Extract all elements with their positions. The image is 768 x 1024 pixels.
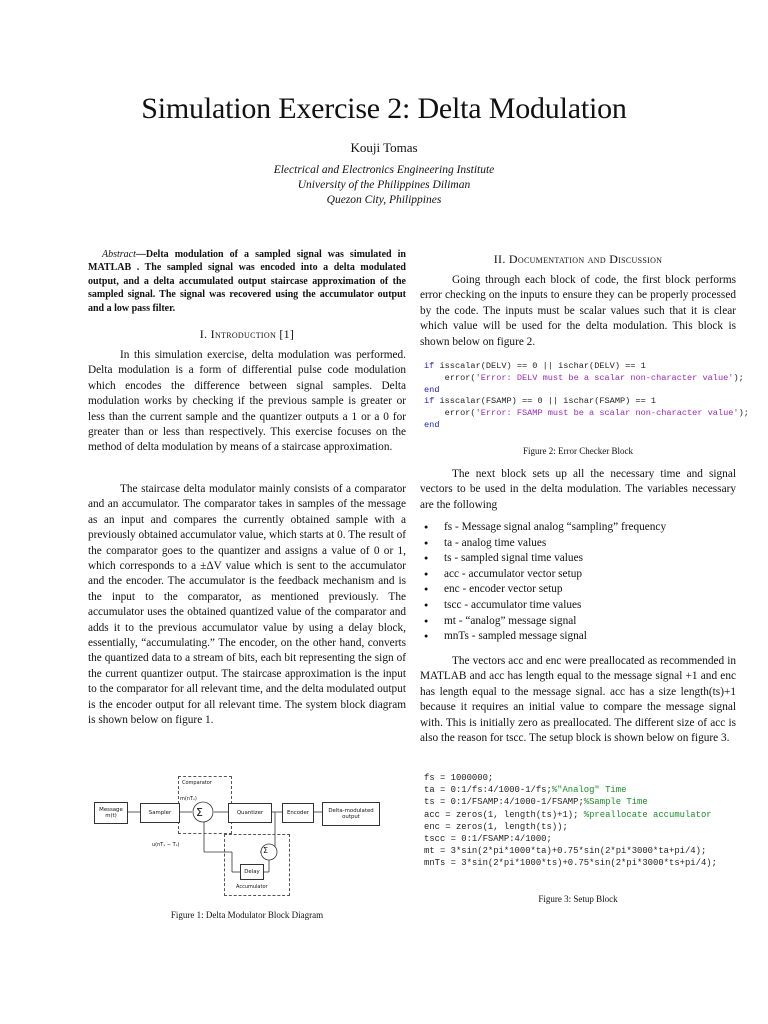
paragraph-text: In this simulation exercise, delta modulation was performed. Delta modulation is a form of differential pulse code modulation which encodes the difference between signal samples. Delta modulation works by checking if the previous sample is greater or less than the current sample and the quantizer outputs a 1 or a 0 for greater than or less than respectively. This exercise focuses on the method of delta modulation by means of a staircase approximation. [88,349,406,454]
code-token: enc = zeros(1, length(ts)); [424,821,568,832]
code-line [424,361,749,373]
code-line [424,857,717,869]
variables-list [420,520,736,645]
paragraph-text: The staircase delta modulator mainly consists of a comparator and an accumulator. The comparator takes in samples of the message as an input and compares the currently obtained sample with a previously obtained accumulator value, which starts at 0. The result of the comparator goes to the quantizer and assigns a value of 0 or 1, which corresponds to a ±ΔV value which is sent to the accumulator and the encoder. The accumulator is the feedback mechanism and is the input to the comparator, as mentioned previously. The accumulator uses the obtained quantized value of the comparator and adds it to the previous accumulator value by using a delay block, essentially, “accumulating.” The encoder, on the other hand, converts the quantized data to a stream of bits, each bit representing the sign of the current quantizer output. The staircase approximation is the input to the comparator for all relevant time, and the delta modulated output is the encoder output for all relevant time. The system block diagram is shown below on figure 1. [88,483,406,727]
code-token: mt = 3*sin(2*pi*1000*ta)+0.75*sin(2*pi*3000*ta+pi/4); [424,846,707,857]
list-item: ● acc - accumulator vector setup [420,567,736,583]
documentation-paragraph-1 [420,273,736,350]
paper-title: Simulation Exercise 2: Delta Modulation [141,92,627,125]
code-line [424,396,749,408]
comparator-label: Comparator [182,780,212,786]
code-token: ta = 0:1/fs:4/1000-1/fs; [424,785,552,796]
abstract-dash: — [135,249,146,260]
list-item: ● enc - encoder vector setup [420,582,736,598]
affiliation-line-2: University of the Philippines Diliman [297,179,471,191]
code-token: fs = 1000000; [424,773,494,783]
code-token: %preallocate accumulator [583,809,712,820]
accumulator-label: Accumulator [236,884,268,890]
code-token: acc = zeros(1, length(ts)+1); [424,809,584,820]
section-heading-introduction: I. Introduction [1] [199,327,295,341]
output-block: Delta-modulated output [322,802,380,826]
code-line [424,373,749,385]
figure-2-caption: Figure 2: Error Checker Block [523,446,633,456]
code-line [424,821,717,833]
code-token: ); [733,372,744,383]
intro-paragraph-1 [88,348,406,456]
code-token: 'Error: DELV must be a scalar non-character value' [475,372,734,383]
accumulator-sum-symbol: Σ [263,846,269,855]
list-item: ● mnTs - sampled message signal [420,629,736,645]
code-line [424,408,749,420]
code-token: error( [424,408,476,419]
code-token: isscalar(FSAMP) == 0 || ischar(FSAMP) == 1 [439,396,657,407]
code-token: 'Error: FSAMP must be a scalar non-character value' [475,408,739,419]
code-line [424,833,717,845]
code-token: isscalar(DELV) == 0 || ischar(DELV) == 1 [439,361,646,371]
abstract [88,248,406,315]
quantizer-block: Quantizer [228,803,272,823]
abstract-text: Delta modulation of a sampled signal was simulated in MATLAB . The sampled signal was encoded into a delta modulated output, and a delta accumulated output staircase approximation of the sampled signal. The signal was recovered using the accumulator output and a low pass filter. [88,249,406,314]
sampler-block: Sampler [140,803,180,823]
code-token: ); [738,408,749,419]
code-token: end [424,384,440,395]
figure-3-caption: Figure 3: Setup Block [538,894,618,904]
affiliation-line-1: Electrical and Electronics Engineering Institute [273,164,495,176]
code-token: %"Analog" Time [551,785,627,796]
setup-code [424,772,717,870]
figure-1-caption: Figure 1: Delta Modulator Block Diagram [170,910,324,920]
code-line [424,784,717,796]
author-name: Kouji Tomas [350,140,418,155]
list-item: ● ta - analog time values [420,536,736,552]
list-item: ● mt - “analog” message signal [420,614,736,630]
list-item: ● ts - sampled signal time values [420,551,736,567]
block-diagram [92,772,384,900]
affiliation-line-3: Quezon City, Philippines [326,194,442,206]
code-line [424,845,717,857]
delay-block: Delay [240,864,264,880]
encoder-block: Encoder [282,803,314,823]
list-item: ● tscc - accumulator time values [420,598,736,614]
documentation-paragraph-2 [420,467,736,513]
error-checker-code [424,361,749,432]
code-line [424,809,717,821]
sample-signal-label: m(nTₛ) [180,796,197,802]
accumulator-signal-label: u(nTₛ − Tₛ) [152,842,180,848]
paragraph-text: Going through each block of code, the first block performs error checking on the inputs to ensure they can be properly processed by the code. The inputs must be scalar values such that it is clear which value will be used for the delta modulation. This block is shown below on figure 2. [420,274,736,348]
summation-symbol: Σ [196,806,203,819]
intro-paragraph-2 [88,482,406,729]
code-token: mnTs = 3*sin(2*pi*1000*ts)+0.75*sin(2*pi*3000*ts+pi/4); [424,858,717,869]
code-token: if [424,361,440,371]
code-token: error( [424,372,476,383]
code-token: if [424,396,440,407]
code-token: ts = 0:1/FSAMP:4/1000-1/FSAMP; [424,797,584,808]
paragraph-text: The vectors acc and enc were preallocated as recommended in MATLAB and acc has length equal to the message signal +1 and enc has length equal to the message signal. acc has a size length(ts)+1 because it requires an initial value to compare the message signal with. This is initially zero as preallocated. The different size of acc is also the reason for tscc. The setup block is shown below on figure 3. [420,655,736,745]
code-line [424,420,749,432]
code-token: end [424,419,440,430]
message-block: Message m(t) [94,802,128,824]
section-heading-documentation: II. Documentation and Discussion [493,252,663,266]
abstract-lead: Abstract [102,249,136,260]
documentation-paragraph-3 [420,654,736,746]
code-token: %Sample Time [583,797,648,808]
code-line [424,796,717,808]
code-line [424,385,749,397]
code-token: tscc = 0:1/FSAMP:4/1000; [424,834,552,845]
code-line [424,772,717,784]
paragraph-text: The next block sets up all the necessary time and signal vectors to be used in the delta modulation. The variables necessary are the following [420,468,736,511]
list-item: ● fs - Message signal analog “sampling” frequency [420,520,736,536]
